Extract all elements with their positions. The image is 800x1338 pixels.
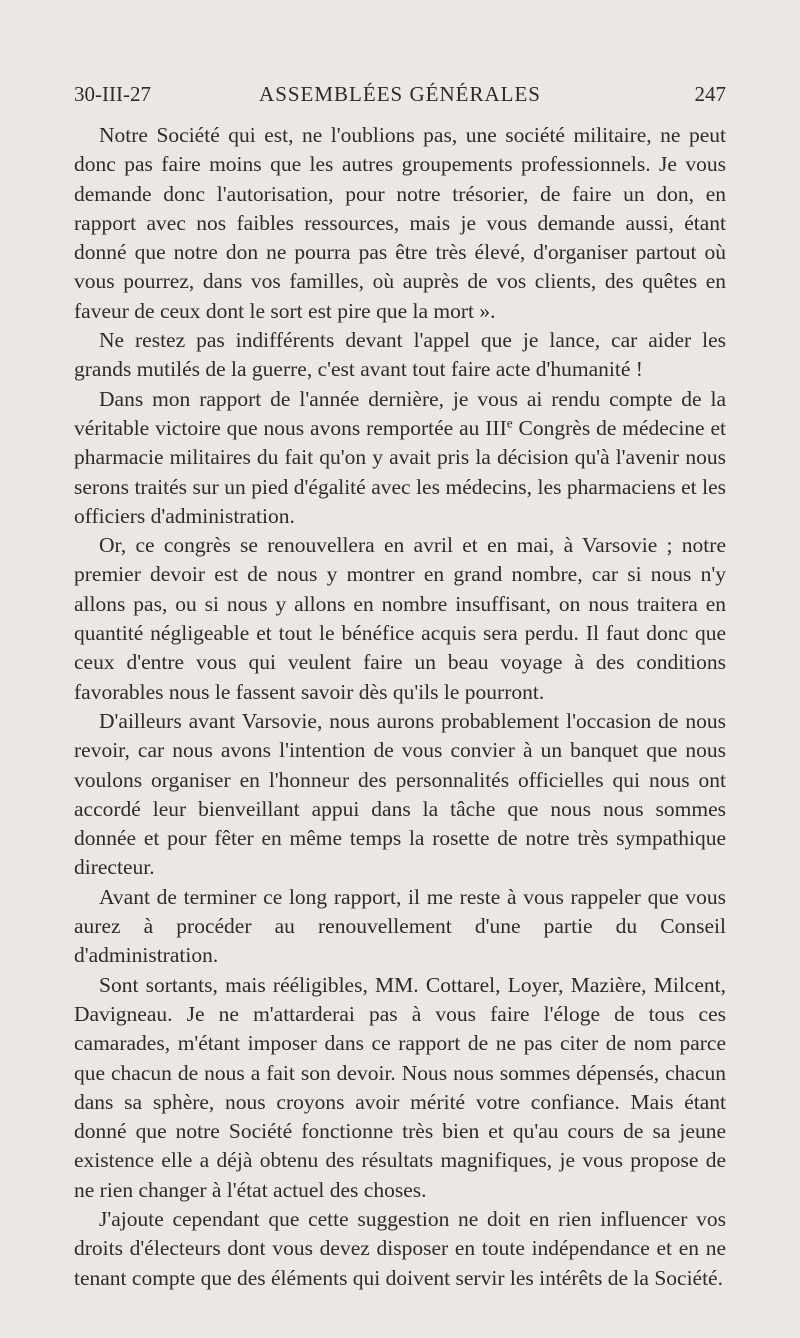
congress-text-after: Congrès de médecine et pharmacie militaires du fait qu'on y avait pris la décision qu'à l'avenir nous serons traités sur un pied d'égalité avec les médecins, les pharmaciens et les officiers d'administration. [74,415,726,528]
page-number: 247 [694,82,726,106]
congress-text-before: Dans mon rapport de l'année dernière, je vous ai rendu compte de la véritable victoire que nous avons remportée au III [74,386,726,440]
paragraph: Sont sortants, mais rééligibles, MM. Cottarel, Loyer, Mazière, Milcent, Davigneau. Je ne m'attarderai pas à vous faire l'éloge de tous ces camarades, m'étant imposer dans ce rapport de ne pas citer de nom parce que chacun de nous a fait son devoir. Nous nous sommes dépensés, chacun dans sa sphère, nous croyons avoir mérité votre confiance. Mais étant donné que notre Société fonctionne très bien et qu'au cours de sa jeune existence elle a déjà obtenu des résultats magnifiques, je vous propose de ne rien changer à l'état actuel des choses. [74,972,726,1202]
paragraph-congress [74,385,726,531]
body-text [74,121,726,1293]
ordinal-superscript: e [506,415,513,431]
paragraph: Avant de terminer ce long rapport, il me reste à vous rappeler que vous aurez à procéder au renouvellement d'une partie du Conseil d'administration. [74,884,726,968]
paragraph: D'ailleurs avant Varsovie, nous aurons probablement l'occasion de nous revoir, car nous avons l'intention de vous convier à un banquet que nous voulons organiser en l'honneur des personnalités officielles qui nous ont accordé leur bienveillant appui dans la tâche que nous nous sommes donnée et pour fêter en même temps la rosette de notre très sympathique directeur. [74,708,726,880]
running-header [74,82,726,112]
header-date: 30-III-27 [74,82,151,106]
header-title: ASSEMBLÉES GÉNÉRALES [259,82,541,106]
paragraph: Ne restez pas indifférents devant l'appel que je lance, car aider les grands mutilés de la guerre, c'est avant tout faire acte d'humanité ! [74,328,726,382]
paragraph: J'ajoute cependant que cette suggestion ne doit en rien influencer vos droits d'électeurs dont vous devez disposer en toute indépendance et en ne tenant compte que des éléments qui doivent servir les intérêts de la Société. [74,1206,726,1290]
paragraph: Notre Société qui est, ne l'oublions pas, une société militaire, ne peut donc pas faire moins que les autres groupements professionnels. Je vous demande donc l'autorisation, pour notre trésorier, de faire un don, en rapport avec nos faibles ressources, mais je vous demande aussi, étant donné que notre don ne pourra pas être très élevé, d'organiser partout où vous pourrez, dans vos familles, où auprès de vos clients, des quêtes en faveur de ceux dont le sort est pire que la mort ». [74,123,726,323]
paragraph: Or, ce congrès se renouvellera en avril et en mai, à Varsovie ; notre premier devoir est de nous y montrer en grand nombre, car si nous n'y allons pas, ou si nous y allons en nombre insuffisant, on nous traitera en quantité négligeable et tout le bénéfice acquis sera perdu. Il faut donc que ceux d'entre vous qui veulent faire un beau voyage à des conditions favorables nous le fassent savoir dès qu'ils le pourront. [74,533,726,704]
